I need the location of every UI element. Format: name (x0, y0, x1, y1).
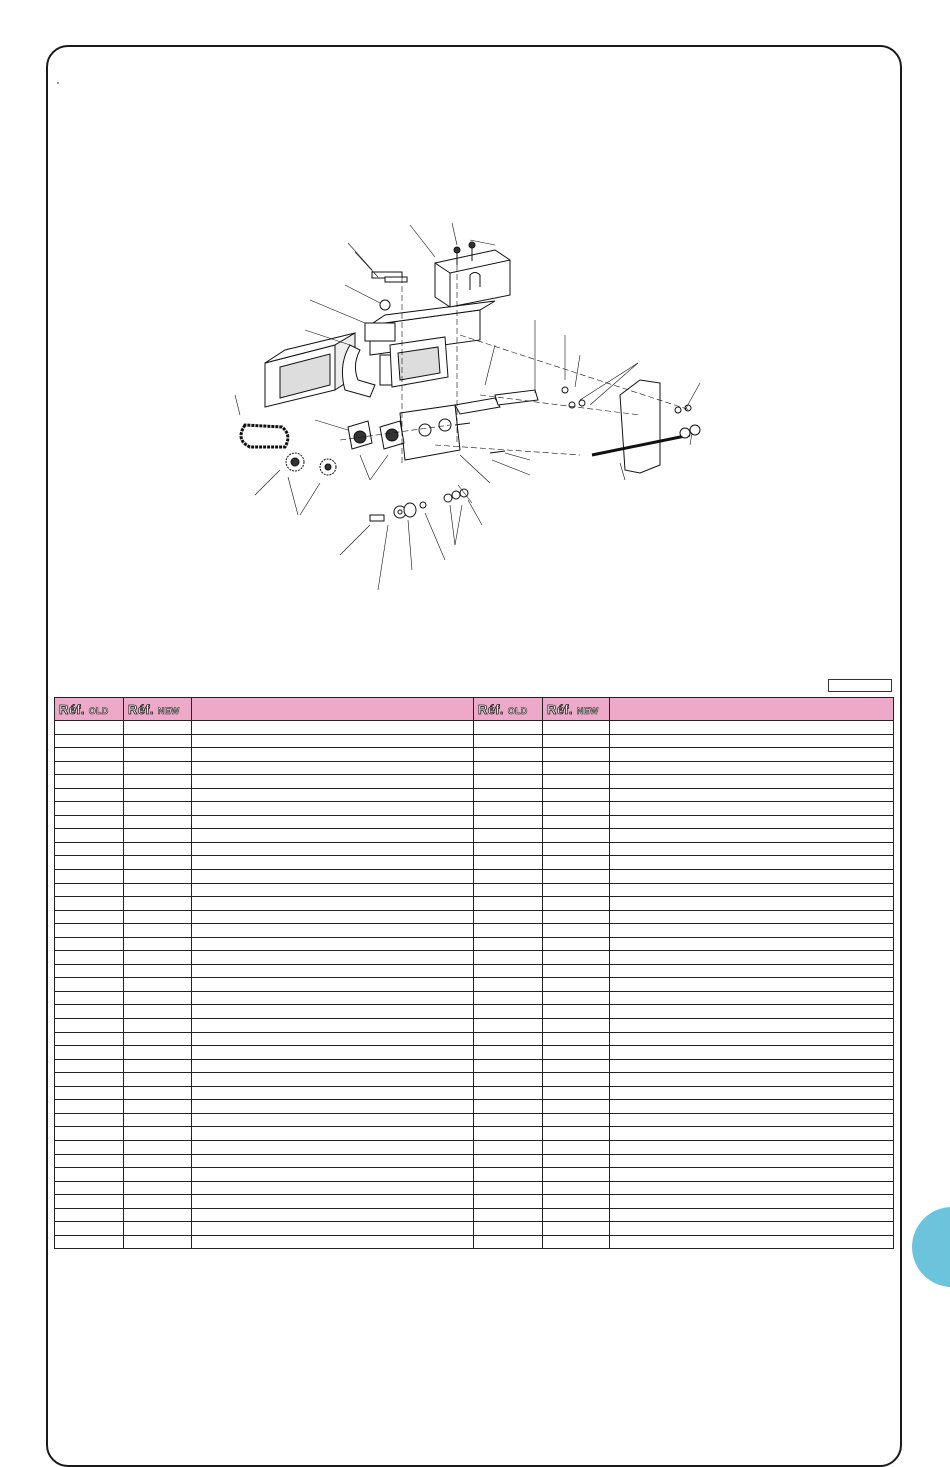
table-cell (474, 910, 543, 924)
table-cell (543, 734, 610, 748)
table-cell (610, 802, 894, 816)
table-cell (192, 910, 474, 924)
table-cell (543, 870, 610, 884)
table-row (55, 842, 894, 856)
right-frame (592, 380, 700, 473)
table-row (55, 1086, 894, 1100)
table-cell (474, 815, 543, 829)
table-cell (543, 1195, 610, 1209)
table-cell (543, 1181, 610, 1195)
table-cell (55, 734, 124, 748)
table-cell (610, 721, 894, 735)
table-cell (543, 1113, 610, 1127)
table-cell (474, 1127, 543, 1141)
table-row (55, 1100, 894, 1114)
table-row (55, 1059, 894, 1073)
table-cell (474, 964, 543, 978)
table-cell (474, 721, 543, 735)
table-row (55, 964, 894, 978)
table-cell (543, 1073, 610, 1087)
table-cell (192, 1059, 474, 1073)
table-cell (124, 991, 192, 1005)
table-cell (543, 1140, 610, 1154)
table-cell (543, 937, 610, 951)
table-cell (124, 1140, 192, 1154)
table-cell (192, 721, 474, 735)
table-row (55, 1005, 894, 1019)
parts-table (54, 697, 894, 1249)
header-ref-old-left: Réf. OLD (55, 698, 124, 721)
table-cell (474, 1005, 543, 1019)
table-cell (124, 1235, 192, 1249)
table-row (55, 883, 894, 897)
table-cell (610, 775, 894, 789)
table-cell (124, 1181, 192, 1195)
table-cell (543, 883, 610, 897)
table-cell (124, 815, 192, 829)
table-cell (124, 1073, 192, 1087)
table-row (55, 937, 894, 951)
table-row (55, 1154, 894, 1168)
table-cell (474, 1168, 543, 1182)
table-row (55, 924, 894, 938)
table-row (55, 951, 894, 965)
table-cell (124, 910, 192, 924)
rail (455, 390, 538, 414)
table-cell (543, 924, 610, 938)
table-cell (543, 761, 610, 775)
table-row (55, 870, 894, 884)
table-row (55, 815, 894, 829)
square-tube (265, 333, 355, 407)
table-cell (55, 1032, 124, 1046)
table-cell (610, 870, 894, 884)
table-cell (474, 1181, 543, 1195)
table-cell (192, 748, 474, 762)
table-cell (192, 802, 474, 816)
table-cell (192, 951, 474, 965)
table-row (55, 734, 894, 748)
table-row (55, 1181, 894, 1195)
table-cell (124, 748, 192, 762)
table-cell (610, 815, 894, 829)
table-row (55, 1019, 894, 1033)
header-ref-old-right: Réf. OLD (474, 698, 543, 721)
table-cell (55, 775, 124, 789)
table-cell (124, 1127, 192, 1141)
table-cell (474, 1059, 543, 1073)
table-row (55, 788, 894, 802)
table-cell (610, 842, 894, 856)
table-cell (55, 1019, 124, 1033)
table-cell (474, 1208, 543, 1222)
table-cell (474, 761, 543, 775)
table-cell (55, 1113, 124, 1127)
table-row (55, 761, 894, 775)
table-cell (474, 1073, 543, 1087)
table-cell (55, 1208, 124, 1222)
table-cell (543, 1222, 610, 1236)
table-cell (192, 1168, 474, 1182)
table-row (55, 910, 894, 924)
table-cell (610, 1127, 894, 1141)
table-cell (543, 978, 610, 992)
table-cell (192, 1222, 474, 1236)
table-cell (55, 761, 124, 775)
table-cell (55, 951, 124, 965)
table-cell (55, 897, 124, 911)
table-cell (55, 1168, 124, 1182)
table-cell (474, 937, 543, 951)
table-cell (610, 964, 894, 978)
table-cell (474, 775, 543, 789)
table-cell (124, 1100, 192, 1114)
table-cell (124, 1019, 192, 1033)
table-cell (192, 775, 474, 789)
table-cell (610, 1208, 894, 1222)
table-cell (124, 964, 192, 978)
table-row (55, 1113, 894, 1127)
table-cell (474, 978, 543, 992)
table-cell (55, 1181, 124, 1195)
table-cell (124, 1059, 192, 1073)
table-cell (610, 1195, 894, 1209)
version-box (828, 679, 892, 692)
table-cell (610, 1168, 894, 1182)
table-cell (543, 815, 610, 829)
table-cell (610, 897, 894, 911)
table-cell (610, 788, 894, 802)
exploded-parts-diagram (220, 215, 720, 600)
table-cell (192, 883, 474, 897)
table-cell (55, 991, 124, 1005)
table-cell (192, 1005, 474, 1019)
table-cell (192, 788, 474, 802)
table-cell (124, 1208, 192, 1222)
table-row (55, 802, 894, 816)
table-cell (610, 1140, 894, 1154)
table-cell (610, 1113, 894, 1127)
table-cell (124, 1168, 192, 1182)
table-cell (474, 748, 543, 762)
table-cell (610, 1100, 894, 1114)
table-cell (610, 1181, 894, 1195)
table-cell (192, 978, 474, 992)
table-cell (192, 1140, 474, 1154)
table-cell (543, 1086, 610, 1100)
table-cell (55, 802, 124, 816)
motor-plate (390, 337, 448, 387)
table-cell (55, 856, 124, 870)
table-cell (610, 1019, 894, 1033)
table-cell (192, 1100, 474, 1114)
table-cell (543, 842, 610, 856)
table-cell (55, 1073, 124, 1087)
table-cell (55, 1046, 124, 1060)
table-row (55, 1032, 894, 1046)
table-cell (474, 1046, 543, 1060)
table-cell (124, 775, 192, 789)
table-cell (55, 910, 124, 924)
table-cell (124, 788, 192, 802)
table-cell (124, 897, 192, 911)
table-cell (543, 1005, 610, 1019)
table-cell (55, 924, 124, 938)
table-cell (192, 1019, 474, 1033)
table-row (55, 748, 894, 762)
table-cell (543, 788, 610, 802)
table-cell (55, 1086, 124, 1100)
table-cell (610, 1154, 894, 1168)
table-cell (55, 978, 124, 992)
table-cell (474, 1195, 543, 1209)
table-row (55, 721, 894, 735)
table-cell (124, 761, 192, 775)
table-row (55, 991, 894, 1005)
table-cell (610, 910, 894, 924)
table-row (55, 775, 894, 789)
table-cell (55, 788, 124, 802)
table-cell (543, 1032, 610, 1046)
table-cell (474, 1032, 543, 1046)
table-cell (192, 734, 474, 748)
table-cell (55, 883, 124, 897)
table-row (55, 1195, 894, 1209)
table-cell (124, 1222, 192, 1236)
table-cell (474, 1140, 543, 1154)
table-cell (610, 924, 894, 938)
table-cell (192, 991, 474, 1005)
table-cell (55, 1100, 124, 1114)
table-cell (474, 802, 543, 816)
table-cell (543, 748, 610, 762)
table-cell (610, 856, 894, 870)
table-cell (55, 721, 124, 735)
table-cell (543, 991, 610, 1005)
table-cell (192, 1073, 474, 1087)
table-cell (543, 951, 610, 965)
table-cell (474, 829, 543, 843)
table-cell (192, 1195, 474, 1209)
table-row (55, 1073, 894, 1087)
table-cell (124, 1113, 192, 1127)
table-cell (55, 815, 124, 829)
table-cell (124, 1046, 192, 1060)
table-cell (124, 978, 192, 992)
table-cell (610, 1086, 894, 1100)
table-cell (543, 829, 610, 843)
table-row (55, 1127, 894, 1141)
table-cell (610, 1059, 894, 1073)
table-cell (474, 883, 543, 897)
table-cell (474, 870, 543, 884)
table-row (55, 1222, 894, 1236)
table-cell (474, 1086, 543, 1100)
table-cell (610, 883, 894, 897)
table-cell (543, 721, 610, 735)
table-cell (55, 870, 124, 884)
table-cell (610, 951, 894, 965)
parts-table-body (55, 721, 894, 1249)
mid-plate (400, 405, 460, 460)
table-cell (543, 775, 610, 789)
table-cell (543, 1046, 610, 1060)
table-cell (55, 1195, 124, 1209)
table-cell (474, 788, 543, 802)
table-cell (543, 1019, 610, 1033)
table-cell (474, 1222, 543, 1236)
table-cell (124, 870, 192, 884)
table-cell (124, 842, 192, 856)
table-cell (124, 937, 192, 951)
table-cell (192, 1181, 474, 1195)
table-cell (192, 1113, 474, 1127)
table-row (55, 897, 894, 911)
table-row (55, 1140, 894, 1154)
table-cell (474, 1100, 543, 1114)
table-cell (124, 924, 192, 938)
table-cell (124, 1195, 192, 1209)
table-cell (55, 1005, 124, 1019)
table-cell (543, 897, 610, 911)
table-cell (543, 1168, 610, 1182)
table-cell (55, 748, 124, 762)
table-cell (192, 1127, 474, 1141)
table-cell (124, 734, 192, 748)
table-cell (55, 964, 124, 978)
table-cell (124, 1005, 192, 1019)
table-cell (192, 1032, 474, 1046)
table-cell (474, 951, 543, 965)
table-row (55, 978, 894, 992)
table-cell (610, 1032, 894, 1046)
table-cell (192, 924, 474, 938)
table-cell (610, 734, 894, 748)
table-cell (55, 1235, 124, 1249)
table-cell (55, 1154, 124, 1168)
table-cell (543, 802, 610, 816)
table-cell (124, 856, 192, 870)
table-cell (55, 1059, 124, 1073)
table-cell (192, 761, 474, 775)
table-cell (192, 937, 474, 951)
header-description-left (192, 698, 474, 721)
header-description-right (610, 698, 894, 721)
table-cell (610, 991, 894, 1005)
table-cell (474, 734, 543, 748)
table-row (55, 829, 894, 843)
table-cell (610, 937, 894, 951)
table-cell (610, 761, 894, 775)
table-cell (474, 991, 543, 1005)
table-cell (474, 856, 543, 870)
registration-dot (57, 82, 59, 84)
table-cell (610, 978, 894, 992)
table-cell (474, 1235, 543, 1249)
table-row (55, 1235, 894, 1249)
header-ref-new-left: Réf. NEW (124, 698, 192, 721)
table-cell (543, 856, 610, 870)
table-cell (474, 924, 543, 938)
table-cell (192, 870, 474, 884)
table-cell (124, 951, 192, 965)
table-cell (124, 1032, 192, 1046)
table-cell (192, 964, 474, 978)
table-cell (474, 1113, 543, 1127)
table-cell (543, 1127, 610, 1141)
table-cell (192, 1046, 474, 1060)
table-cell (124, 802, 192, 816)
table-cell (192, 1235, 474, 1249)
table-cell (192, 1086, 474, 1100)
table-cell (610, 1073, 894, 1087)
table-cell (474, 1154, 543, 1168)
parts-table-header (55, 698, 894, 721)
table-cell (543, 910, 610, 924)
chain (241, 425, 288, 447)
table-cell (192, 1208, 474, 1222)
table-cell (124, 1086, 192, 1100)
table-cell (192, 897, 474, 911)
header-ref-new-right: Réf. NEW (543, 698, 610, 721)
table-cell (124, 829, 192, 843)
table-cell (192, 842, 474, 856)
table-cell (543, 1100, 610, 1114)
table-cell (543, 1059, 610, 1073)
table-cell (192, 829, 474, 843)
table-cell (610, 748, 894, 762)
table-cell (55, 1222, 124, 1236)
table-cell (543, 1208, 610, 1222)
table-row (55, 1046, 894, 1060)
table-cell (610, 1222, 894, 1236)
table-row (55, 1168, 894, 1182)
table-cell (124, 1154, 192, 1168)
table-cell (543, 964, 610, 978)
table-cell (474, 1019, 543, 1033)
pulley-stack (370, 489, 468, 521)
table-row (55, 856, 894, 870)
table-cell (610, 1235, 894, 1249)
table-cell (192, 856, 474, 870)
table-cell (124, 721, 192, 735)
table-cell (55, 1140, 124, 1154)
table-cell (543, 1235, 610, 1249)
table-cell (124, 883, 192, 897)
table-cell (543, 1154, 610, 1168)
table-cell (192, 1154, 474, 1168)
table-cell (610, 1005, 894, 1019)
table-cell (55, 1127, 124, 1141)
table-cell (474, 842, 543, 856)
table-cell (192, 815, 474, 829)
table-cell (474, 897, 543, 911)
table-cell (610, 829, 894, 843)
table-cell (55, 842, 124, 856)
table-cell (55, 937, 124, 951)
table-cell (55, 829, 124, 843)
table-row (55, 1208, 894, 1222)
table-cell (610, 1046, 894, 1060)
